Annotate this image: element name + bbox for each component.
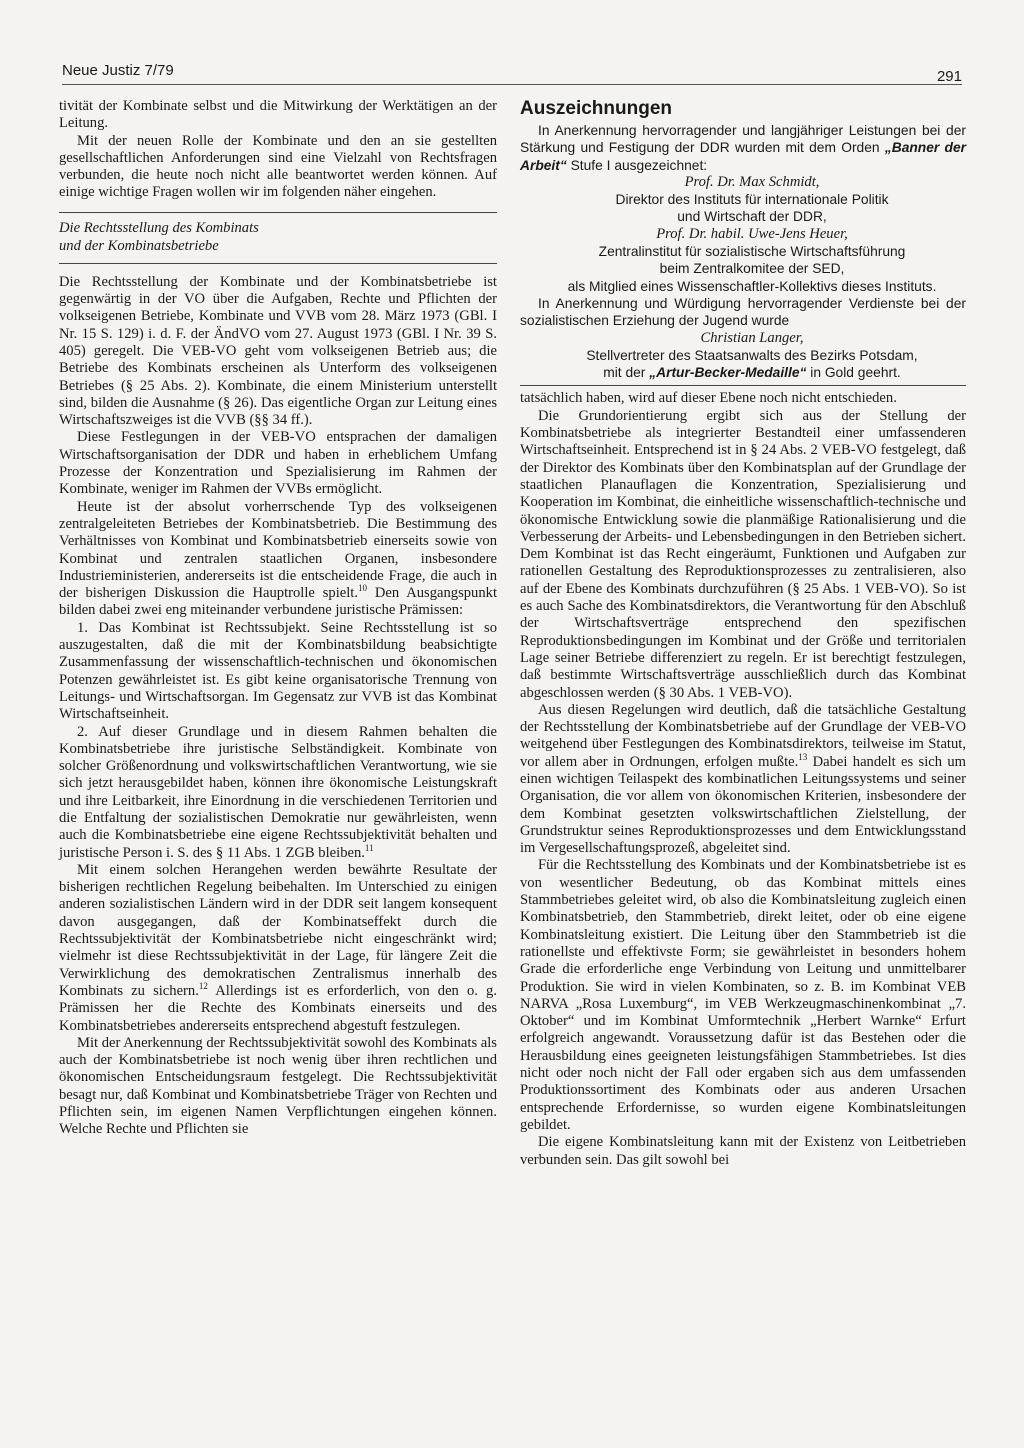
subheading-line: Die Rechtsstellung des Kombinats <box>59 219 259 236</box>
award-text: Stufe I ausgezeichnet: <box>566 157 708 173</box>
paragraph-text: Aus diesen Regelungen wird deutlich, daß die tatsächliche Gestaltung der Rechtsstellung der Kombinatsbetriebe auf der Grundlage der VEB-VO weitgehend über Festlegungen des Kombinatsdirektors, teilweise im Statut, vor allem aber in Ordnungen, erfolgen mußte. <box>520 701 966 770</box>
awardee-role: beim Zentralkomitee der SED, <box>659 261 845 277</box>
page-header <box>62 62 962 86</box>
paragraph: tatsächlich haben, wird auf dieser Ebene noch nicht entschieden. <box>520 390 897 407</box>
paragraph: Die Rechtsstellung der Kombinate und der Kombinatsbetriebe ist gegenwärtig in der VO über die Aufgaben, Rechte und Pflichten der volkseigenen Betriebe, Kombinate und VVB vom 28. März 1973 (GBl. I Nr. 15 S. 129) i. d. F. der ÄndVO vom 27. August 1973 (GBl. I Nr. 39 S. 405) geregelt. Die VEB-VO geht vom volkseigenen Betrieb aus; die Betriebe des Kombinats erscheinen als Unterform des volkseigenen Betriebes (§ 25 Abs. 2). Kombinate, die einem Ministerium unterstellt sind, bilden die Ausnahme (§ 26). Das eigentliche Organ zur Leitung eines Wirtschaftszweiges ist die VVB (§§ 34 ff.). <box>59 273 497 429</box>
paragraph <box>520 702 966 858</box>
footnote-ref: 11 <box>364 842 374 853</box>
left-column <box>59 98 497 1139</box>
header-rule <box>62 84 962 85</box>
award-intro <box>520 122 966 174</box>
awardee-role: Zentralinstitut für sozialistische Wirtschaftsführung <box>598 244 906 260</box>
award-order: „Banner der Arbeit“ <box>520 140 966 173</box>
paragraph-text: Mit einem solchen Herangehen werden bewährte Resultate der bisherigen rechtlichen Regelung beibehalten. Im Unterschied zu einigen anderen sozialistischen Ländern wird in der DDR seit langem konsequent davon ausgegangen, daß der Kombinatseffekt durch die Rechtssubjektivität der Kombinatsbetriebe nicht eingeschränkt wird; vielmehr ist diese Rechtssubjektivität in der Lage, für längere Zeit die Verwirklichung des demokratischen Zentralismus innerhalb des Kombinats zu sichern. <box>59 861 497 999</box>
award-intro: In Anerkennung und Würdigung hervorragender Verdienste bei der sozialistischen Erziehung der Jugend wurde <box>520 295 966 329</box>
paragraph: Diese Festlegungen in der VEB-VO entsprachen der damaligen Wirtschaftsorganisation der DDR und haben in erheblichem Umfang Prozesse der Konzentration und Spezialisierung im Rahmen der Kombinate, weniger im Rahmen der VVBs ermöglicht. <box>59 429 497 498</box>
journal-issue: Neue Justiz 7/79 <box>62 62 174 79</box>
paragraph-text: Heute ist der absolut vorherrschende Typ des volkseigenen zentralgeleiteten Betriebes der Kombinatsbetrieb. Die Bestimmung des Verhältnisses von Kombinat und Kombinatsbetrieb einerseits sowie von Kombinat und zentralen staatlichen Organen, insbesondere Industrieministerien, andererseits ist die entscheidende Frage, die auch in der bisherigen Diskussion die Hauptrolle spielt. <box>59 498 497 602</box>
footnote-ref: 13 <box>798 751 808 762</box>
paragraph: Mit der Anerkennung der Rechtssubjektivität sowohl des Kombinats als auch der Kombinatsbetriebe ist noch wenig über ihren rechtlichen und ökonomischen Entscheidungsraum festgelegt. Die Rechtssubjektivität besagt nur, daß Kombinat und Kombinatsbetriebe Träger von Rechten und Pflichten sein, im eigenen Namen Verpflichtungen eingehen können. Welche Rechte und Pflichten sie <box>59 1034 497 1138</box>
award-outro <box>520 364 966 381</box>
page-number: 291 <box>936 68 962 85</box>
awards-box <box>520 98 966 386</box>
paragraph <box>59 724 497 862</box>
paragraph <box>59 499 497 620</box>
paragraph: tivität der Kombinate selbst und die Mitwirkung der Werktätigen an der Leitung. <box>59 98 497 132</box>
paragraph <box>59 862 497 1035</box>
paragraph: 1. Das Kombinat ist Rechtssubjekt. Seine Rechtsstellung ist so auszugestalten, daß die mit der Kombinatsbildung beabsichtigte Zusammenfassung der wissenschaftlich-technischen und ökonomischen Potenzen gewährleistet ist. Es gibt keine organisatorische Trennung von Leitungs- und Wirtschaftsorgan. Im Gegensatz zur VVB ist das Kombinat Wirtschaftseinheit. <box>59 619 497 723</box>
awardee-role: als Mitglied eines Wissenschaftler-Kollektivs dieses Instituts. <box>567 278 937 294</box>
award-text: mit der <box>603 365 650 381</box>
awardee-name: Prof. Dr. Max Schmidt, <box>684 173 820 190</box>
right-column <box>520 98 966 1169</box>
paragraph: Mit der neuen Rolle der Kombinate und den an sie gestellten gesellschaftlichen Anforderungen sind eine Vielzahl von Rechtsfragen verbunden, die heute noch nicht alle beantwortet werden können. Auf einige wichtige Fragen wollen wir im folgenden näher eingehen. <box>59 132 497 201</box>
footnote-ref: 10 <box>358 583 367 594</box>
awards-title: Auszeichnungen <box>520 98 673 119</box>
paragraph-text: 2. Auf dieser Grundlage und in diesem Rahmen behalten die Kombinatsbetriebe ihre juristische Selbständigkeit. Kombinate von solcher Größenordnung und volkswirtschaftlichen Verantwortung, wie sie sich jetzt herausgebildet haben, können ihre ökonomische Leistungskraft und ihre Leitbarkeit, ihre Einordnung in die verschiedenen Territorien und die Entfaltung der sozialistischen Demokratie nur gewährleisten, wenn auch die Kombinatsbetriebe eine eigene Rechtssubjektivität behalten und juristische Person i. S. des § 11 Abs. 1 ZGB bleiben. <box>59 723 497 861</box>
footnote-ref: 12 <box>198 981 208 992</box>
award-text: In Anerkennung hervorragender und langjähriger Leistungen bei der Stärkung und Festigung der DDR wurden mit dem Orden <box>520 123 966 156</box>
paragraph: Die Grundorientierung ergibt sich aus der Stellung der Kombinatsbetriebe als integrierter Bestandteil einer umfassenderen Wirtschaftseinheit. Entsprechend ist in § 24 Abs. 2 VEB-VO festgelegt, daß der Direktor des Kombinats über den Kombinatsplan auf der Grundlage der staatlichen Planauflagen die Konzentration, Spezialisierung und Kooperation im Kombinat, die einheitliche wissenschaftlich-technische und ökonomische Entwicklung sowie die planmäßige Rationalisierung und die Verbesserung der Arbeits- und Lebensbedingungen in den Betrieben sichert. Dem Kombinat ist das Recht eingeräumt, Funktionen und Aufgaben zur rationellen Gestaltung des Reproduktionsprozesses zu zentralisieren, also auf der Ebene des Kombinats durchzuführen (§ 25 Abs. 1 VEB-VO). So ist es auch Sache des Kombinatsdirektors, die Verantwortung für den Abschluß der Wirtschaftsverträge entsprechend den spezifischen Reproduktionsbedingungen im Kombinat und der Größe und territorialen Lage seiner Betriebe differenziert zu regeln. Er ist berechtigt festzulegen, daß bestimmte Wirtschaftsverträge ausschließlich durch das Kombinat abgeschlossen werden (§ 30 Abs. 1 VEB-VO). <box>520 407 966 701</box>
paragraph-text: Dabei handelt es sich um einen wichtigen Teilaspekt des kombinatlichen Leitungssystems und seiner Organisation, die vor allem von ökonomischen Kriterien, insbesondere der dem Kombinat gesetzten volkswirtschaftlichen Zielstellung, der Grundstruktur seines Reproduktionsprozesses und dem Entwicklungsstand im Vergesellschaftungsprozeß, abgeleitet sind. <box>520 753 966 857</box>
paragraph: Für die Rechtsstellung des Kombinats und der Kombinatsbetriebe ist es von wesentlicher Bedeutung, ob das Kombinat mittels eines Stammbetriebes geleitet wird, ob also die Kombinatsleitung zugleich einen Kombinatsbetrieb, den Stammbetrieb, direkt leitet, oder ob eine eigene Kombinatsleitung existiert. Die Leitung über den Stammbetrieb ist die rationellste und effektivste Form; sie gewährleistet in besonders hohem Grade die erforderliche enge Verbindung von Leitung und unmittelbarer Produktion. Sie wird in vielen Kombinaten, so z. B. im Kombinat VEB NARVA „Rosa Luxemburg“, im VEB Werkzeugmaschinenkombinat „7. Oktober“ und im Kombinat Umformtechnik „Herbert Warnke“ Erfurt erfolgreich angewandt. Voraussetzung dafür ist das Bestehen oder die Herausbildung eines geeigneten leistungsfähigen Stammbetriebes. Ist dies nicht oder noch nicht der Fall oder ergaben sich aus dem umfassenden Produktionssortiment des Kombinats oder aus anderen Ursachen entsprechende Erfordernisse, so wurden eigene Kombinatsleitungen gebildet. <box>520 857 966 1133</box>
awardee-role: Stellvertreter des Staatsanwalts des Bezirks Potsdam, <box>586 347 918 363</box>
paragraph-text: Allerdings ist es erforderlich, von den o. g. Prämissen her die Rechte des Kombinats einerseits und des Kombinatsbetriebes andererseits entsprechend abgestuft festzulegen. <box>59 982 497 1034</box>
awardee-name: Christian Langer, <box>700 329 804 346</box>
awardee-name: Prof. Dr. habil. Uwe-Jens Heuer, <box>656 225 848 242</box>
awardee-role: Direktor des Instituts für internationale Politik <box>615 192 889 208</box>
award-text: in Gold geehrt. <box>806 365 901 381</box>
awardee-role: und Wirtschaft der DDR, <box>677 209 827 225</box>
paragraph-text: Den Ausgangspunkt bilden dabei zwei eng miteinander verbundene juristische Prämissen: <box>59 585 497 619</box>
paragraph: Die eigene Kombinatsleitung kann mit der Existenz von Leitbetrieben verbunden sein. Das gilt sowohl bei <box>520 1134 966 1168</box>
award-medal: „Artur-Becker-Medaille“ <box>649 365 807 381</box>
subheading-line: und der Kombinatsbetriebe <box>59 237 219 254</box>
section-subheading <box>59 212 497 264</box>
